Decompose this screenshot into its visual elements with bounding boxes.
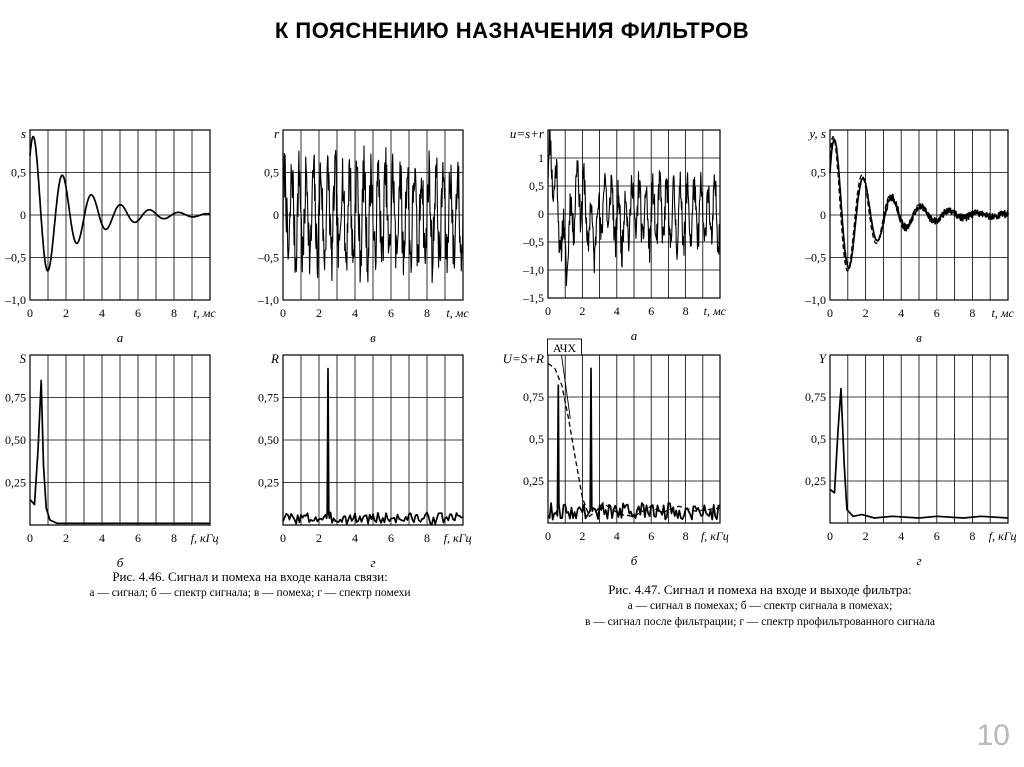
p6-ytick-label: 0,50 [258, 433, 279, 447]
p1-ytick-label: –0,5 [5, 250, 26, 265]
fig446-caption [40, 569, 460, 601]
p5-xtick-label: 6 [135, 531, 141, 545]
fig447-caption-title: Рис. 4.47. Сигнал и помеха на входе и выходе фильтра: [608, 582, 912, 597]
p2-ytick-label: –0,5 [258, 250, 279, 265]
p3-ytick-label: 1 [538, 151, 544, 165]
p6-ytick-label: 0,75 [258, 390, 279, 405]
p4-sublabel: в [916, 330, 922, 345]
p5-xlabel: f, кГц [190, 531, 219, 545]
p2-xtick-label: 0 [280, 306, 286, 320]
fig447-caption-line2: в — сигнал после фильтрации; г — спектр профильтрованного сигнала [584, 616, 936, 628]
p3-xtick-label: 2 [579, 304, 586, 318]
p4-ytick-label: 0 [820, 208, 826, 222]
p2-xtick-label: 8 [424, 306, 430, 320]
p2-ytick-label: 0 [273, 208, 279, 222]
p8-xtick-label: 0 [827, 529, 833, 543]
p8-xtick-label: 2 [862, 529, 869, 543]
p6-xtick-label: 8 [424, 531, 430, 545]
p5-ytick-label: 0,50 [5, 433, 26, 447]
p7-xtick-label: 2 [579, 529, 586, 543]
p5-ytick-label: 0,25 [5, 475, 26, 490]
p3-xtick-label: 6 [648, 304, 655, 318]
p2-xtick-label: 6 [388, 306, 394, 320]
p7-ylabel: U=S+R [502, 351, 544, 366]
p2-ytick-label: –1,0 [258, 293, 279, 307]
p6-sublabel: г [370, 555, 376, 570]
p2-xtick-label: 4 [352, 306, 358, 320]
p8-sublabel: г [916, 553, 922, 568]
p4-ylabel: y, s [809, 126, 826, 141]
p2-xtick-label: 2 [316, 306, 322, 320]
p5-xtick-label: 2 [63, 531, 69, 545]
p7-ytick-label: 0,75 [523, 390, 544, 404]
p1-xtick-label: 0 [27, 306, 33, 320]
p1-xtick-label: 6 [135, 306, 141, 320]
p4-xtick-label: 0 [827, 306, 833, 320]
p3-xtick-label: 4 [613, 304, 620, 318]
p1-ytick-label: 0,5 [11, 165, 26, 180]
p7-ytick-label: 0,25 [523, 474, 544, 488]
p3-xtick-label: 0 [545, 304, 551, 318]
p3-ytick-label: –0,5 [523, 235, 544, 249]
p7-xtick-label: 0 [545, 529, 551, 543]
p6-xtick-label: 0 [280, 531, 286, 545]
p7-xtick-label: 6 [648, 529, 655, 543]
p3-xlabel: t, мс [703, 304, 727, 318]
p1-ytick-label: –1,0 [5, 293, 26, 307]
p4-ytick-label: 0,5 [811, 165, 826, 180]
p7-xtick-label: 4 [613, 529, 620, 543]
p4-xlabel: t, мс [991, 306, 1014, 320]
p2-sublabel: в [370, 330, 376, 345]
p1-sublabel: а [116, 330, 124, 345]
p8-ytick-label: 0,75 [805, 390, 826, 404]
fig446-caption-text: а — сигнал; б — спектр сигнала; в — помеха; г — спектр помехи [89, 587, 411, 599]
p6-ytick-label: 0,25 [258, 475, 279, 490]
p3-sublabel: а [630, 328, 638, 343]
p4-xtick-label: 4 [898, 306, 905, 320]
fig446-caption-title: Рис. 4.46. Сигнал и помеха на входе канала связи: [112, 569, 388, 584]
fig447-caption-line1: а — сигнал в помехах; б — спектр сигнала в помехах; [627, 600, 893, 612]
p1-xtick-label: 2 [63, 306, 69, 320]
p7-annotation: АЧХ [552, 341, 577, 355]
slide-title: К ПОЯСНЕНИЮ НАЗНАЧЕНИЯ ФИЛЬТРОВ [274, 18, 750, 43]
p8-ytick-label: 0,25 [805, 474, 826, 488]
p7-xlabel: f, кГц [700, 529, 729, 543]
p6-xtick-label: 2 [316, 531, 322, 545]
p4-ytick-label: –0,5 [805, 250, 826, 265]
p4-xtick-label: 6 [933, 306, 940, 320]
p2-xlabel: t, мс [446, 306, 469, 320]
p5-sublabel: б [116, 555, 124, 570]
p8-xtick-label: 6 [933, 529, 940, 543]
p8-xtick-label: 8 [969, 529, 976, 543]
page-number: 10 [976, 719, 1010, 752]
p7-ytick-label: 0,5 [529, 432, 544, 446]
p8-xtick-label: 4 [898, 529, 905, 543]
p1-xtick-label: 8 [171, 306, 177, 320]
p5-ytick-label: 0,75 [5, 390, 26, 405]
p1-xtick-label: 4 [99, 306, 105, 320]
p3-ylabel: u=s+r [509, 126, 544, 141]
p1-ytick-label: 0 [20, 208, 26, 222]
p8-xlabel: f, кГц [988, 529, 1017, 543]
p8-ylabel: Y [818, 351, 826, 366]
p8-ytick-label: 0,5 [811, 432, 826, 446]
p3-ytick-label: –1,0 [523, 263, 544, 277]
p3-xtick-label: 8 [682, 304, 689, 318]
p6-xtick-label: 6 [388, 531, 394, 545]
p6-ylabel: R [271, 351, 279, 366]
p5-xtick-label: 8 [171, 531, 177, 545]
p4-xtick-label: 2 [862, 306, 869, 320]
fig447-caption [520, 582, 1000, 630]
p3-ytick-label: 0 [538, 207, 544, 221]
p2-ylabel: r [273, 126, 279, 141]
p5-xtick-label: 4 [99, 531, 105, 545]
p5-xtick-label: 0 [27, 531, 33, 545]
p6-xlabel: f, кГц [443, 531, 472, 545]
p7-sublabel: б [630, 553, 638, 568]
p3-ytick-label: 0,5 [529, 179, 544, 193]
p2-ytick-label: 0,5 [264, 165, 279, 180]
p1-xlabel: t, мс [193, 306, 216, 320]
p3-ytick-label: –1,5 [523, 291, 544, 305]
p1-ylabel: s [20, 126, 26, 141]
p5-ylabel: S [19, 351, 26, 366]
p7-xtick-label: 8 [682, 529, 689, 543]
p4-xtick-label: 8 [969, 306, 976, 320]
p6-xtick-label: 4 [352, 531, 358, 545]
p4-ytick-label: –1,0 [805, 293, 826, 307]
